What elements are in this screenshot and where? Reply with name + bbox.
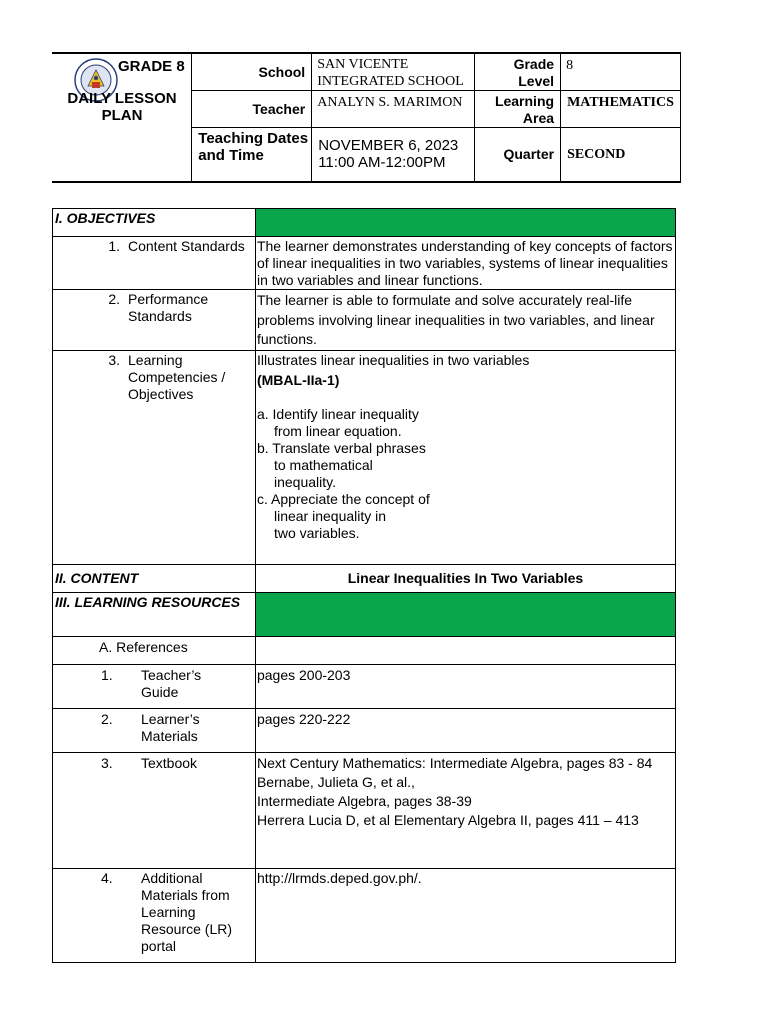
item-number: 1. bbox=[101, 666, 113, 683]
resources-green-bar bbox=[255, 592, 675, 636]
grade-level-label: Grade Level bbox=[475, 53, 561, 91]
performance-standards-text: The learner is able to formulate and solve accurately real-life problems involving linear inequalities in two variables, and linear functions. bbox=[255, 290, 675, 351]
content-standards-label-cell bbox=[53, 237, 256, 290]
header-title-cell bbox=[52, 53, 192, 182]
grade-title: GRADE 8 bbox=[118, 58, 185, 75]
objective-c-line2: linear inequality in bbox=[273, 507, 387, 524]
table-row bbox=[53, 237, 676, 290]
item-label: Learning Competencies / Objectives bbox=[128, 351, 226, 402]
teacher-label: Teacher bbox=[192, 91, 312, 128]
objective-list bbox=[257, 406, 675, 542]
item-label: Learner’s Materials bbox=[141, 710, 200, 744]
textbook-label-cell bbox=[53, 752, 256, 868]
item-number: 2. bbox=[108, 291, 120, 307]
additional-materials-label-cell bbox=[53, 868, 256, 962]
table-row bbox=[53, 752, 676, 868]
objective-a-line2: from linear equation. bbox=[273, 422, 402, 439]
list-item bbox=[257, 440, 675, 491]
textbook-line: Intermediate Algebra, pages 38-39 bbox=[256, 793, 472, 810]
learning-area-value: MATHEMATICS bbox=[561, 91, 681, 128]
table-row bbox=[53, 868, 676, 962]
dates-label: Teaching Dates and Time bbox=[192, 128, 312, 182]
table-row bbox=[53, 290, 676, 351]
quarter-label: Quarter bbox=[475, 128, 561, 182]
content-value: Linear Inequalities In Two Variables bbox=[255, 564, 675, 592]
dates-value-line1: NOVEMBER 6, 2023 bbox=[318, 137, 459, 154]
objectives-heading: I. OBJECTIVES bbox=[53, 209, 256, 237]
lr-portal-link[interactable]: http://lrmds.deped.gov.ph/. bbox=[255, 868, 675, 962]
learning-area-label: Learning Area bbox=[475, 91, 561, 128]
table-row bbox=[53, 708, 676, 752]
list-item bbox=[257, 406, 675, 440]
school-value: SAN VICENTE INTEGRATED SCHOOL bbox=[312, 53, 475, 91]
textbook-line: Next Century Mathematics: Intermediate Algebra, pages 83 - 84 bbox=[256, 754, 653, 771]
textbook-line: Herrera Lucia D, et al Elementary Algebra II, pages 411 – 413 bbox=[256, 812, 639, 829]
learning-competencies-cell bbox=[255, 350, 675, 564]
item-number: 4. bbox=[101, 869, 113, 886]
item-number: 3. bbox=[108, 351, 120, 368]
item-number: 3. bbox=[101, 754, 113, 771]
objective-b-line3: inequality. bbox=[273, 473, 336, 490]
references-empty-cell bbox=[255, 636, 675, 664]
objectives-green-bar bbox=[255, 209, 675, 237]
competency-text: Illustrates linear inequalities in two variables bbox=[256, 351, 530, 368]
plan-title bbox=[52, 90, 192, 124]
list-item bbox=[257, 491, 675, 542]
teachers-guide-value: pages 200-203 bbox=[255, 664, 675, 708]
learners-materials-value: pages 220-222 bbox=[255, 708, 675, 752]
objective-b-line1: b. Translate verbal phrases bbox=[256, 439, 426, 456]
references-label: A. References bbox=[53, 636, 256, 664]
objective-a-line1: a. Identify linear inequality bbox=[256, 405, 419, 422]
table-row bbox=[53, 664, 676, 708]
item-number: 1. bbox=[108, 238, 120, 254]
plan-title-line2: PLAN bbox=[101, 107, 143, 124]
learners-materials-label-cell bbox=[53, 708, 256, 752]
textbook-value bbox=[255, 752, 675, 868]
table-row bbox=[53, 350, 676, 564]
item-label: Performance Standards bbox=[128, 291, 209, 324]
content-standards-text: The learner demonstrates understanding of key concepts of factors of linear inequalities in two variables, systems of linear inequalities in two variables and linear functions. bbox=[255, 237, 675, 290]
performance-standards-label-cell bbox=[53, 290, 256, 351]
item-label: Additional Materials from Learning Resource (LR) portal bbox=[141, 869, 233, 954]
teachers-guide-label-cell bbox=[53, 664, 256, 708]
lesson-plan-table bbox=[52, 208, 676, 963]
dates-value-line2: 11:00 AM-12:00PM bbox=[318, 154, 446, 171]
dates-value bbox=[312, 128, 475, 182]
textbook-line: Bernabe, Julieta G, et al., bbox=[256, 773, 415, 790]
objective-b-line2: to mathematical bbox=[273, 456, 373, 473]
item-label: Textbook bbox=[141, 754, 198, 771]
school-label: School bbox=[192, 53, 312, 91]
item-number: 2. bbox=[101, 710, 113, 727]
item-label: Teacher’s Guide bbox=[141, 666, 202, 700]
grade-level-value: 8 bbox=[561, 53, 681, 91]
plan-title-line1: DAILY LESSON bbox=[67, 90, 177, 107]
learning-resources-heading: III. LEARNING RESOURCES bbox=[53, 592, 256, 636]
header-table bbox=[52, 52, 681, 183]
quarter-value: SECOND bbox=[561, 128, 681, 182]
item-label: Content Standards bbox=[128, 238, 245, 254]
teacher-value: ANALYN S. MARIMON bbox=[312, 91, 475, 128]
objective-c-line3: two variables. bbox=[273, 524, 360, 541]
competency-code: (MBAL-IIa-1) bbox=[256, 371, 340, 388]
learning-competencies-label-cell bbox=[53, 350, 256, 564]
objective-c-line1: c. Appreciate the concept of bbox=[256, 490, 430, 507]
content-heading: II. CONTENT bbox=[53, 564, 256, 592]
